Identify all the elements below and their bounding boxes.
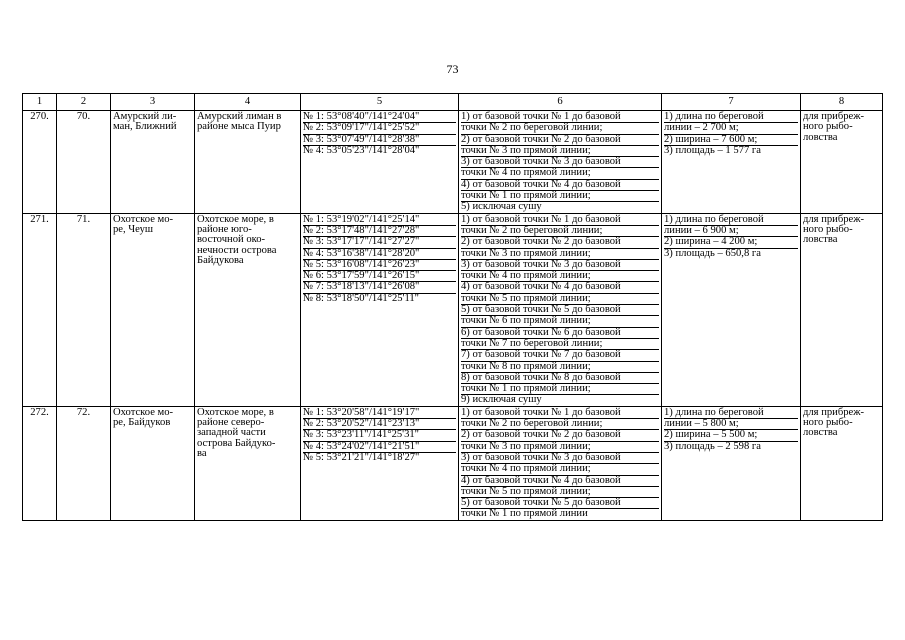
dimension-line: линии – 2 700 м;: [664, 123, 798, 134]
coordinate-line: № 3: 53°17'17"/141°27'27": [303, 237, 456, 248]
column-header: 6: [459, 94, 662, 111]
dimension-line: 1) длина по береговой: [664, 112, 798, 123]
boundary-line: 3) от базовой точки № 3 до базовой: [461, 453, 659, 464]
row-subnumber: 71.: [57, 213, 111, 406]
boundary-line: 1) от базовой точки № 1 до базовой: [461, 112, 659, 123]
area-purpose: [801, 213, 883, 406]
location-line: Охотское море, в: [197, 406, 274, 418]
boundary-line: точки № 3 по прямой линии;: [461, 146, 659, 157]
location-line: острова Байдуко-: [197, 437, 276, 449]
area-dimensions: [662, 406, 801, 520]
coordinate-line: № 6: 53°17'59"/141°26'15": [303, 271, 456, 282]
purpose-line: ловства: [803, 234, 838, 246]
location-line: районе мыса Пуир: [197, 121, 281, 133]
boundary-line: точки № 1 по прямой линии: [461, 508, 588, 520]
boundary-line: 2) от базовой точки № 2 до базовой: [461, 430, 659, 441]
location-line: районе северо-: [197, 417, 265, 429]
boundary-line: точки № 3 по прямой линии;: [461, 442, 659, 453]
boundary-line: точки № 4 по прямой линии;: [461, 271, 659, 282]
column-header: 1: [23, 94, 57, 111]
location-line: ва: [197, 447, 207, 459]
purpose-line: ного рыбо-: [803, 417, 853, 429]
coordinates: [301, 111, 459, 214]
boundary-line: 9) исключая сушу: [461, 394, 542, 406]
row-number: 271.: [23, 213, 57, 406]
coordinate-line: № 4: 53°05'23"/141°28'04": [303, 144, 420, 156]
area-location: [195, 111, 301, 214]
location-line: нечности острова: [197, 244, 277, 256]
boundary-description: [459, 406, 662, 520]
table-row: [23, 111, 883, 214]
boundary-line: точки № 6 по прямой линии;: [461, 316, 659, 327]
row-number: 272.: [23, 406, 57, 520]
dimension-line: 3) площадь – 1 577 га: [664, 144, 761, 156]
column-header: 4: [195, 94, 301, 111]
area-location: [195, 406, 301, 520]
dimension-line: 2) ширина – 5 500 м;: [664, 430, 798, 441]
table-row: [23, 213, 883, 406]
coordinate-line: № 2: 53°09'17"/141°25'52": [303, 123, 456, 134]
coordinate-line: № 1: 53°08'40"/141°24'04": [303, 112, 456, 123]
area-name-line: ре, Чеуш: [113, 223, 154, 235]
boundary-line: 2) от базовой точки № 2 до базовой: [461, 237, 659, 248]
coordinate-line: № 2: 53°17'48"/141°27'28": [303, 226, 456, 237]
dimension-line: линии – 5 800 м;: [664, 419, 798, 430]
area-dimensions: [662, 213, 801, 406]
coordinate-line: № 8: 53°18'50"/141°25'11": [303, 292, 419, 304]
boundary-line: точки № 3 по прямой линии;: [461, 249, 659, 260]
coordinates: [301, 406, 459, 520]
boundary-line: 1) от базовой точки № 1 до базовой: [461, 408, 659, 419]
coordinate-line: № 3: 53°23'11"/141°25'31": [303, 430, 456, 441]
coordinate-line: № 4: 53°16'38"/141°28'20": [303, 249, 456, 260]
column-header: 7: [662, 94, 801, 111]
boundary-line: точки № 1 по прямой линии;: [461, 191, 659, 202]
boundary-line: точки № 5 по прямой линии;: [461, 294, 659, 305]
row-subnumber: 70.: [57, 111, 111, 214]
purpose-line: ловства: [803, 131, 838, 143]
location-line: Байдукова: [197, 254, 244, 266]
row-number: 270.: [23, 111, 57, 214]
area-dimensions: [662, 111, 801, 214]
area-name-line: Охотское мо-: [113, 406, 174, 418]
purpose-line: для прибреж-: [803, 213, 865, 225]
purpose-line: ловства: [803, 427, 838, 439]
boundary-line: 5) от базовой точки № 5 до базовой: [461, 498, 659, 509]
fishing-areas-table: [22, 93, 883, 521]
boundary-line: 1) от базовой точки № 1 до базовой: [461, 215, 659, 226]
header-row: [23, 94, 883, 111]
area-purpose: [801, 111, 883, 214]
purpose-line: ного рыбо-: [803, 121, 853, 133]
purpose-line: ного рыбо-: [803, 223, 853, 235]
boundary-line: 4) от базовой точки № 4 до базовой: [461, 476, 659, 487]
boundary-line: точки № 2 по береговой линии;: [461, 419, 659, 430]
boundary-line: 3) от базовой точки № 3 до базовой: [461, 260, 659, 271]
boundary-line: 2) от базовой точки № 2 до базовой: [461, 135, 659, 146]
area-name-line: Охотское мо-: [113, 213, 174, 225]
area-name: [111, 111, 195, 214]
boundary-line: точки № 4 по прямой линии;: [461, 464, 659, 475]
location-line: Охотское море, в: [197, 213, 274, 225]
dimension-line: 2) ширина – 7 600 м;: [664, 135, 798, 146]
boundary-line: точки № 2 по береговой линии;: [461, 226, 659, 237]
coordinate-line: № 3: 53°07'49"/141°28'38": [303, 135, 456, 146]
boundary-line: точки № 1 по прямой линии;: [461, 384, 659, 395]
boundary-description: [459, 111, 662, 214]
location-line: районе юго-: [197, 223, 252, 235]
dimension-line: 1) длина по береговой: [664, 215, 798, 226]
area-purpose: [801, 406, 883, 520]
boundary-line: точки № 2 по береговой линии;: [461, 123, 659, 134]
dimension-line: 2) ширина – 4 200 м;: [664, 237, 798, 248]
column-header: 5: [301, 94, 459, 111]
area-name-line: Амурский ли-: [113, 111, 177, 122]
row-subnumber: 72.: [57, 406, 111, 520]
coordinate-line: № 5: 53°21'21"/141°18'27": [303, 451, 420, 463]
area-name: [111, 406, 195, 520]
boundary-line: 4) от базовой точки № 4 до базовой: [461, 282, 659, 293]
coordinate-line: № 1: 53°19'02"/141°25'14": [303, 215, 456, 226]
dimension-line: 3) площадь – 2 598 га: [664, 440, 761, 452]
boundary-line: 3) от базовой точки № 3 до базовой: [461, 157, 659, 168]
location-line: западной части: [197, 427, 266, 439]
boundary-line: точки № 8 по прямой линии;: [461, 362, 659, 373]
coordinate-line: № 1: 53°20'58"/141°19'17": [303, 408, 456, 419]
area-name-line: ре, Байдуков: [113, 417, 171, 429]
column-header: 2: [57, 94, 111, 111]
coordinate-line: № 7: 53°18'13"/141°26'08": [303, 282, 456, 293]
area-name-line: ман, Ближний: [113, 121, 177, 133]
boundary-line: точки № 5 по прямой линии;: [461, 487, 659, 498]
purpose-line: для прибреж-: [803, 406, 865, 418]
location-line: Амурский лиман в: [197, 111, 282, 122]
dimension-line: линии – 6 900 м;: [664, 226, 798, 237]
dimension-line: 1) длина по береговой: [664, 408, 798, 419]
coordinate-line: № 4: 53°24'02"/141°21'51": [303, 442, 456, 453]
column-header: 8: [801, 94, 883, 111]
boundary-description: [459, 213, 662, 406]
page-number: 73: [446, 62, 459, 76]
boundary-line: 7) от базовой точки № 7 до базовой: [461, 350, 659, 361]
boundary-line: 4) от базовой точки № 4 до базовой: [461, 180, 659, 191]
column-header: 3: [111, 94, 195, 111]
coordinate-line: № 2: 53°20'52"/141°23'13": [303, 419, 456, 430]
boundary-line: точки № 4 по прямой линии;: [461, 168, 659, 179]
table-row: [23, 406, 883, 520]
purpose-line: для прибреж-: [803, 111, 865, 122]
coordinate-line: № 5: 53°16'08"/141°26'23": [303, 260, 456, 271]
boundary-line: 5) от базовой точки № 5 до базовой: [461, 305, 659, 316]
area-location: [195, 213, 301, 406]
boundary-line: 6) от базовой точки № 6 до базовой: [461, 328, 659, 339]
location-line: восточной око-: [197, 234, 266, 246]
area-name: [111, 213, 195, 406]
coordinates: [301, 213, 459, 406]
dimension-line: 3) площадь – 650,8 га: [664, 247, 761, 259]
boundary-line: точки № 7 по береговой линии;: [461, 339, 659, 350]
boundary-line: 8) от базовой точки № 8 до базовой: [461, 373, 659, 384]
table-body: [23, 111, 883, 521]
boundary-line: 5) исключая сушу: [461, 201, 542, 213]
